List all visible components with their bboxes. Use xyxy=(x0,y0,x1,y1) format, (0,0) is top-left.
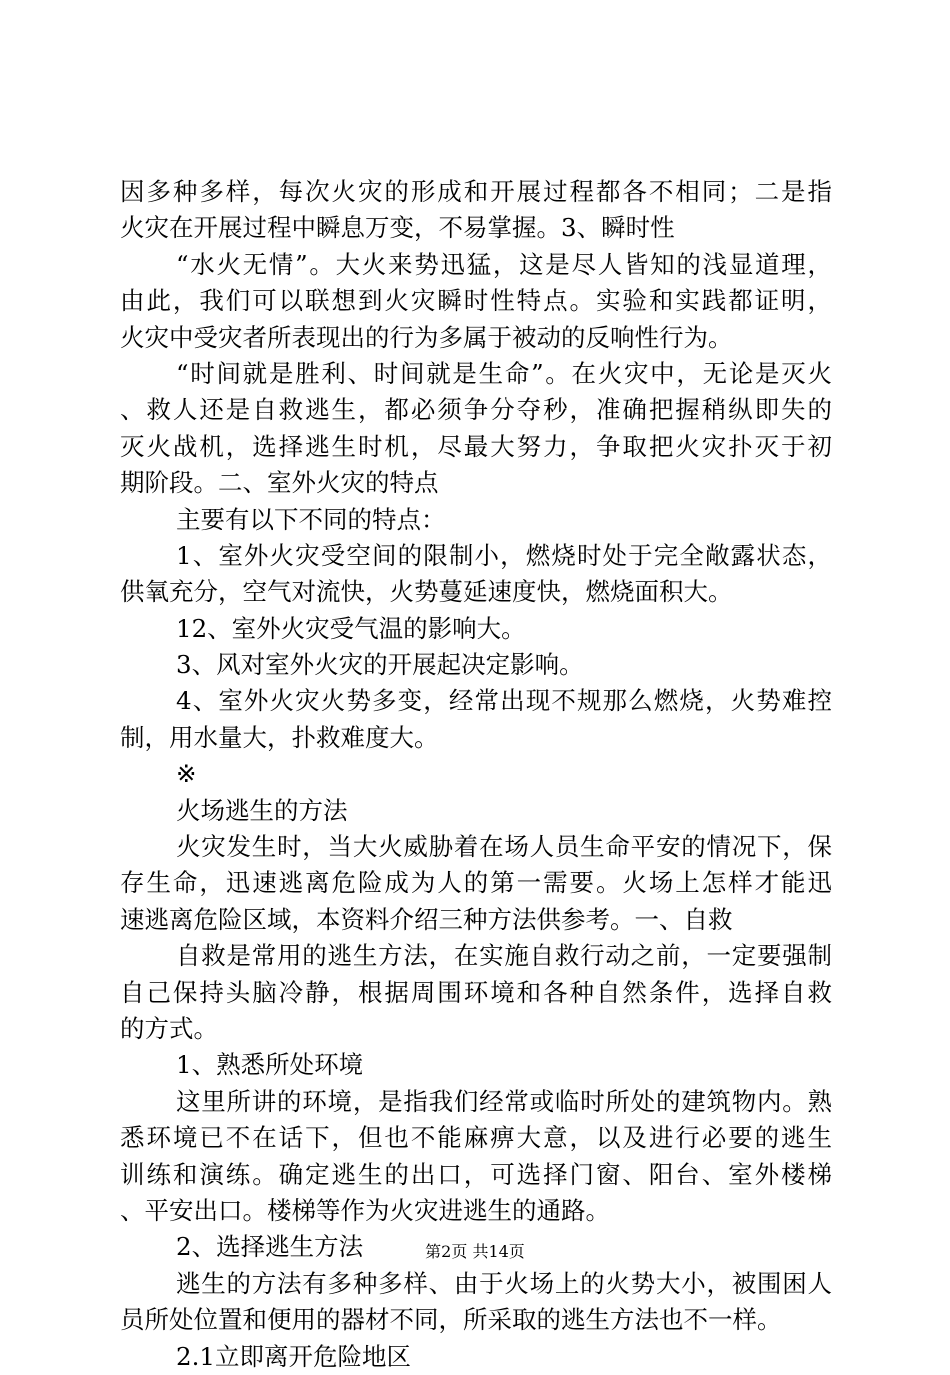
text-line: 灭火战机，选择逃生时机，尽最大努力，争取把火灾扑灭于初 xyxy=(120,431,832,461)
text-line: 制，用水量大，扑救难度大。 xyxy=(120,722,439,752)
text-line: “水火无情”。大火来势迅猛，这是尽人皆知的浅显道理， xyxy=(176,249,832,279)
text-line: 速逃离危险区域，本资料介绍三种方法供参考。一、自救 xyxy=(120,904,733,934)
text-line: 因多种多样，每次火灾的形成和开展过程都各不相同；二是指 xyxy=(120,177,832,206)
subsection-heading: 2、选择逃生方法 xyxy=(176,1232,364,1262)
text-line: 逃生的方法有多种多样、由于火场上的火势大小，被围困人 xyxy=(176,1268,832,1298)
text-line: 1、室外火灾受空间的限制小，燃烧时处于完全敞露状态， xyxy=(176,540,832,570)
text-line: 期阶段。二、室外火灾的特点 xyxy=(120,468,439,498)
text-line: 火灾发生时，当大火威胁着在场人员生命平安的情况下，保 xyxy=(176,832,832,862)
text-line: 训练和演练。确定逃生的出口，可选择门窗、阳台、室外楼梯 xyxy=(120,1159,832,1189)
text-line: 存生命，迅速逃离危险成为人的第一需要。火场上怎样才能迅 xyxy=(120,868,832,898)
section-heading: 火场逃生的方法 xyxy=(176,795,348,825)
text-line: 这里所讲的环境，是指我们经常或临时所处的建筑物内。熟 xyxy=(176,1086,832,1116)
text-line: 4、室外火灾火势多变，经常出现不规那么燃烧，火势难控 xyxy=(176,686,832,716)
text-line: 由此，我们可以联想到火灾瞬时性特点。实验和实践都证明， xyxy=(120,286,832,316)
text-line: 火灾中受灾者所表现出的行为多属于被动的反响性行为。 xyxy=(120,322,733,352)
text-line: 自己保持头脑冷静，根据周围环境和各种自然条件，选择自救 xyxy=(120,977,832,1007)
text-line: 3、风对室外火灾的开展起决定影响。 xyxy=(176,650,584,680)
text-line: 12、室外火灾受气温的影响大。 xyxy=(176,613,526,643)
text-line: 的方式。 xyxy=(120,1013,218,1043)
text-line: 自救是常用的逃生方法，在实施自救行动之前，一定要强制 xyxy=(176,941,832,971)
page-footer: 第2页 共14页 xyxy=(425,1242,525,1261)
text-line: 供氧充分，空气对流快，火势蔓延速度快，燃烧面积大。 xyxy=(120,577,733,607)
text-line: 悉环境已不在话下，但也不能麻痹大意，以及进行必要的逃生 xyxy=(120,1123,832,1153)
reference-mark: ※ xyxy=(176,759,197,789)
text-line: 火灾在开展过程中瞬息万变，不易掌握。3、瞬时性 xyxy=(120,213,675,243)
text-line: 主要有以下不同的特点： xyxy=(176,504,446,534)
subsection-heading: 1、熟悉所处环境 xyxy=(176,1050,364,1080)
text-line: “时间就是胜利、时间就是生命”。在火灾中，无论是灭火 xyxy=(176,358,832,388)
text-line: 、平安出口。楼梯等作为火灾进逃生的通路。 xyxy=(120,1195,610,1225)
text-line: 、救人还是自救逃生，都必须争分夺秒，准确把握稍纵即失的 xyxy=(120,395,832,425)
document-body xyxy=(120,174,832,1375)
text-line: 员所处位置和便用的器材不同，所采取的逃生方法也不一样。 xyxy=(120,1305,782,1335)
subsection-heading: 2.1立即离开危险地区 xyxy=(176,1341,411,1371)
